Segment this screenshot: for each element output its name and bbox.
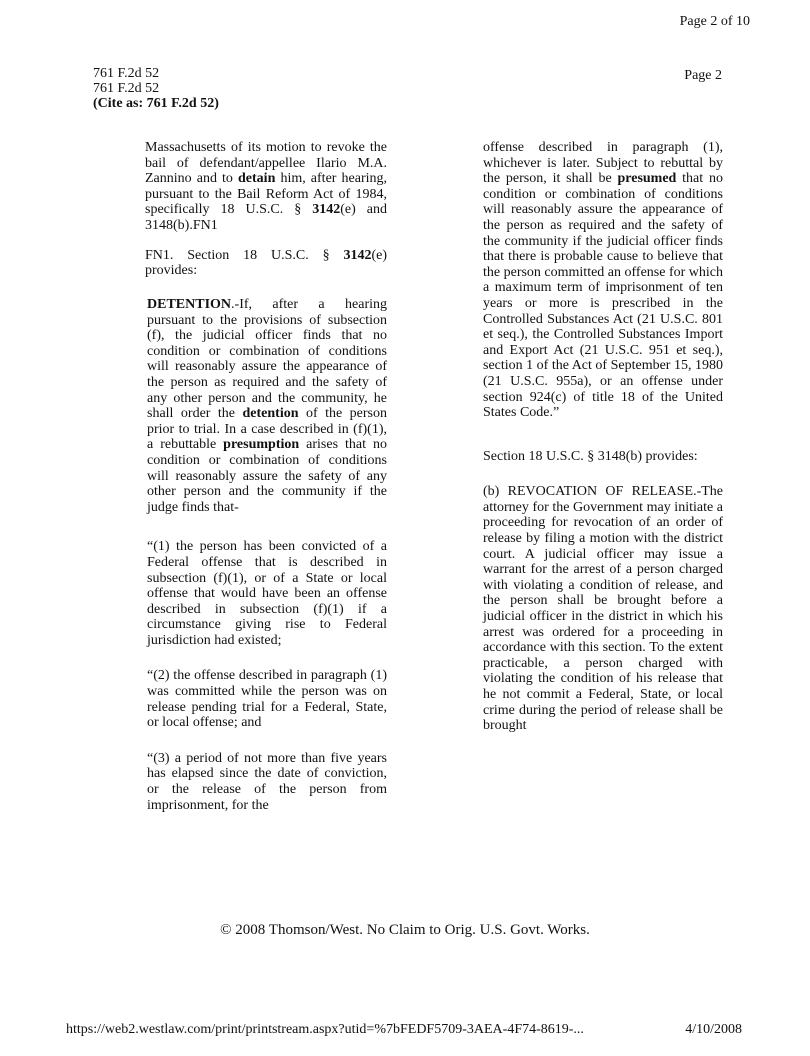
section-3148-intro: Section 18 U.S.C. § 3148(b) provides:: [483, 448, 698, 464]
list-item-3: “(3) a period of not more than five years has elapsed since the date of conviction, or the release of the person from imprisonment, for the: [147, 750, 387, 813]
left-column: [145, 140, 387, 293]
print-date: 4/10/2008: [685, 1022, 742, 1037]
right-column: [483, 140, 723, 748]
list-item-2: “(2) the offense described in paragraph (1) was committed while the person was on release pending trial for a Federal, State, or local offense; and: [147, 668, 387, 731]
continued-paragraph: offense described in paragraph (1), whichever is later. Subject to rebuttal by the person, it shall be presumed that no condition or combination of conditions will reasonably assure the appearance of the person as required and the safety of the community if the judicial officer finds that there is probable cause to believe that the person committed an offense for which a maximum term of imprisonment of ten years or more is prescribed in the Controlled Substances Act (21 U.S.C. 801 et seq.), the Controlled Substances Import and Export Act (21 U.S.C. 951 et seq.), section 1 of the Act of September 15, 1980 (21 U.S.C. 955a), or an offense under section 924(c) of title 18 of the United States Code.”: [483, 140, 724, 421]
copyright-footer: © 2008 Thomson/West. No Claim to Orig. U.S. Govt. Works.: [220, 922, 590, 938]
keyword-presumption: presumption: [223, 437, 300, 453]
keyword-detention: detention: [242, 406, 299, 422]
opening-paragraph: Massachusetts of its motion to revoke the bail of defendant/appellee Ilario M.A. Zannino and to detain him, after hearing, pursuant to the Bail Reform Act of 1984, specifically 18 U.S.C. § 3142(e) and 3148(b).FN1: [145, 140, 388, 233]
footnote-block: [145, 248, 387, 279]
citation-line-1: 761 F.2d 52: [93, 66, 160, 81]
citation-line-2: 761 F.2d 52: [93, 81, 160, 96]
revocation-paragraph: (b) REVOCATION OF RELEASE.-The attorney for the Government may initiate a proceeding for revocation of an order of release by filing a motion with the district court. A judicial officer may issue a warrant for the arrest of a person charged with violating a condition of release, and the person shall be brought before a judicial officer in the district in which his arrest was ordered for a proceeding in accordance with this section. To the extent practicable, a person charged with violating the condition of his release that he not commit a Federal, State, or local crime during the period of release shall be brought: [483, 484, 723, 734]
cite-as: (Cite as: 761 F.2d 52): [93, 96, 219, 111]
citation-header: [93, 66, 219, 111]
keyword-detention-heading: DETENTION: [147, 297, 232, 312]
detention-paragraph: DETENTION.-If, after a hearing pursuant to the provisions of subsection (f), the judicial officer finds that no condition or combination of conditions will reasonably assure the appearance of the person as required and the safety of any other person and the community, he shall order the detention of the person prior to trial. In a case described in (f)(1), a rebuttable presumption arises that no condition or combination of conditions will reasonably assure the safety of any other person and the community if the judge finds that-: [147, 297, 387, 515]
page-label: Page 2: [684, 68, 722, 83]
list-item-1: “(1) the person has been convicted of a Federal offense that is described in subsection (f)(1), or of a State or local offense that would have been an offense described in subsection (f)(1) if a circumstance giving rise to Federal jurisdiction had existed;: [147, 539, 387, 648]
keyword-3142: 3142: [312, 202, 341, 218]
page-indicator: Page 2 of 10: [679, 14, 750, 29]
keyword-detain: detain: [238, 171, 276, 187]
keyword-presumed: presumed: [617, 171, 677, 187]
statute-quote: [147, 297, 387, 827]
footnote-intro: FN1. Section 18 U.S.C. § 3142(e) provides:: [145, 247, 387, 279]
page-url: https://web2.westlaw.com/print/printstream.aspx?utid=%7bFEDF5709-3AEA-4F74-8619-...: [66, 1022, 584, 1037]
